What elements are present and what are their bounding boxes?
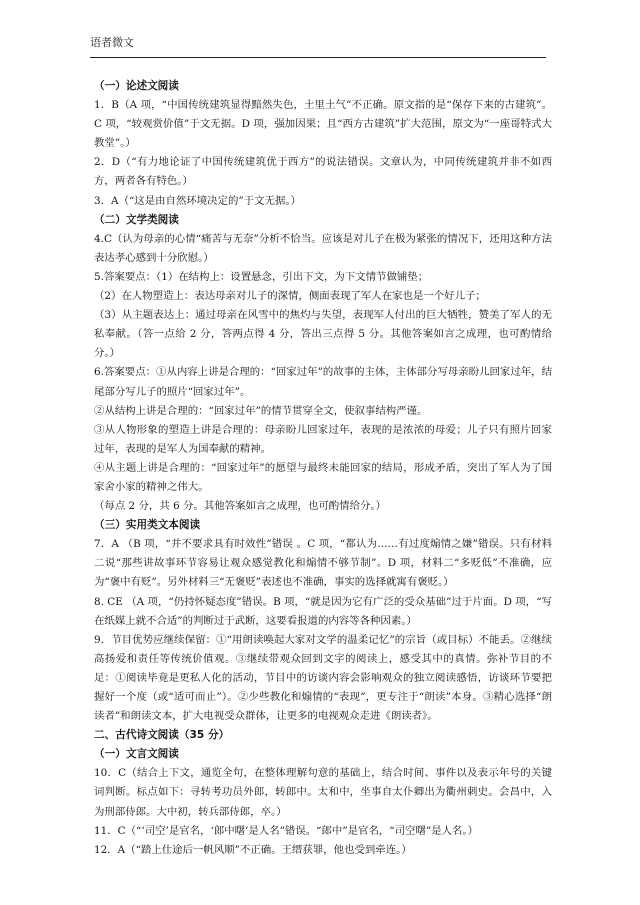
answer-paragraph: 9．节目优势应继续保留：①“用朗读唤起大家对文学的温柔记忆”的宗旨（或目标）不能丢。②继续高扬爱和责任等传统价值观。③继续带观众回到文字的阅读上，感受其中的真情。弥补节目的不足：①阅读毕竟是更私人化的活动，节目中的访谈内容会影响观众的独立阅读感悟，访谈环节要把握好一个度（或“适可而止”）。②少些教化和煽情的“表现”，更专注于“朗读”本身。③精心选择“朗读者”和朗读文本，扩大电视受众群体，让更多的电视观众走进《朗读者》。 xyxy=(94,633,552,723)
answer-paragraph: （3）从主题表达上：通过母亲在风雪中的焦灼与失望，表现军人付出的巨大牺牲，赞美了军人的无私奉献。（答一点给 2 分，答两点得 4 分，答出三点得 5 分。其他答案如言之成理，也可酌情给分。） xyxy=(94,309,552,360)
answer-paragraph: ③从人物形象的塑造上讲是合理的：母亲盼儿回家过年，表现的是浓浓的母爱；儿子只有照片回家过年，表现的是军人为国奉献的精神。 xyxy=(94,423,552,455)
answer-paragraph: 2．D（“有力地论证了中国传统建筑优于西方”的说法错误。文章认为，中同传统建筑并非不如西方，两者各有特色。） xyxy=(94,156,552,188)
answer-paragraph: 3．A（“这是由自然环境决定的”于文无据。） xyxy=(94,194,302,207)
section-heading: （一）文言文阅读 xyxy=(94,748,179,761)
answer-paragraph: ②从结构上讲是合理的：“回家过年”的情节贯穿全文，使叙事结构严谨。 xyxy=(94,404,428,417)
answer-paragraph: 12．A（“踏上仕途后一帆风顺”不正确。王缙获罪，他也受到牵连。） xyxy=(94,843,412,856)
page-header: 语者微文 xyxy=(90,36,134,49)
answer-content xyxy=(94,77,552,860)
answer-paragraph: 4.C（认为母亲的心情“痛苦与无奈”分析不恰当。应该是对儿子在极为紧张的情况下，还用这种方法表达孝心感到十分欣慰。） xyxy=(94,232,552,264)
section-heading: （二）文学类阅读 xyxy=(94,213,179,226)
section-heading: （三）实用类文本阅读 xyxy=(94,519,201,532)
section-heading: （一）论述文阅读 xyxy=(94,80,179,92)
answer-paragraph: （每点 2 分，共 6 分。其他答案如言之成理，也可酌情给分。） xyxy=(94,500,387,513)
answer-paragraph: 10．C（结合上下文，通览全句，在整体理解句意的基础上，结合时间、事件以及表示年号的关键词判断。标点如下：寻转考功员外郎，转郎中。太和中，坐事自太仆卿出为衢州刺史。会昌中，入为刑部侍郎。大中初，转兵部侍郎，卒。） xyxy=(94,767,552,818)
header-rule xyxy=(90,57,546,58)
answer-paragraph: 1．B（A 项，“中国传统建筑显得黯然失色，土里土气”不正确。原文指的是“保存下来的古建筑”。C 项，“较观赏价值”于文无据。D 项，强加因果；且“西方古建筑”扩大范围，原文为“一座哥特式大教堂”。） xyxy=(94,99,552,150)
answer-paragraph: 8. CE （A 项，“仍持怀疑态度”错误。B 项，“就是因为它有广泛的受众基础”过于片面。D 项，“写在纸媒上就不合适”的判断过于武断，这要看报道的内容等各种因素。） xyxy=(94,595,552,627)
section-heading: 二、古代诗文阅读（35 分） xyxy=(94,729,230,742)
answer-paragraph: 7．A （B 项，“并不要求具有时效性”错误 。C 项，“都认为……有过度煽情之嫌”错误。只有材料二说“那些讲故事环节容易让观众感觉教化和煽情不够节制”。D 项，材料二“多贬低”不准确，应为“褒中有贬”。另外材料三“无褒贬”表述也不准确，事实的选择就寓有褒贬。） xyxy=(94,538,552,589)
answer-paragraph: 6.答案要点：①从内容上讲是合理的：“回家过年”的故事的主体，主体部分写母亲盼儿回家过年，结尾部分写儿子的照片“回家过年”。 xyxy=(94,366,552,398)
answer-paragraph: ④从主题上讲是合理的：“回家过年”的愿望与最终未能回家的结局，形成矛盾，突出了军人为了国家舍小家的精神之伟大。 xyxy=(94,461,552,493)
answer-paragraph: 11．C（“‘司空’是官名，‘郎中曙’是人名”错误。“郎中”是官名，“司空曙”是人名。） xyxy=(94,824,479,837)
answer-paragraph: （2）在人物塑造上：表达母亲对儿子的深情，侧面表现了军人在家也是一个好儿子； xyxy=(94,290,486,303)
answer-paragraph: 5.答案要点：（1）在结构上：设置悬念，引出下文，为下文情节做铺垫； xyxy=(94,270,429,283)
